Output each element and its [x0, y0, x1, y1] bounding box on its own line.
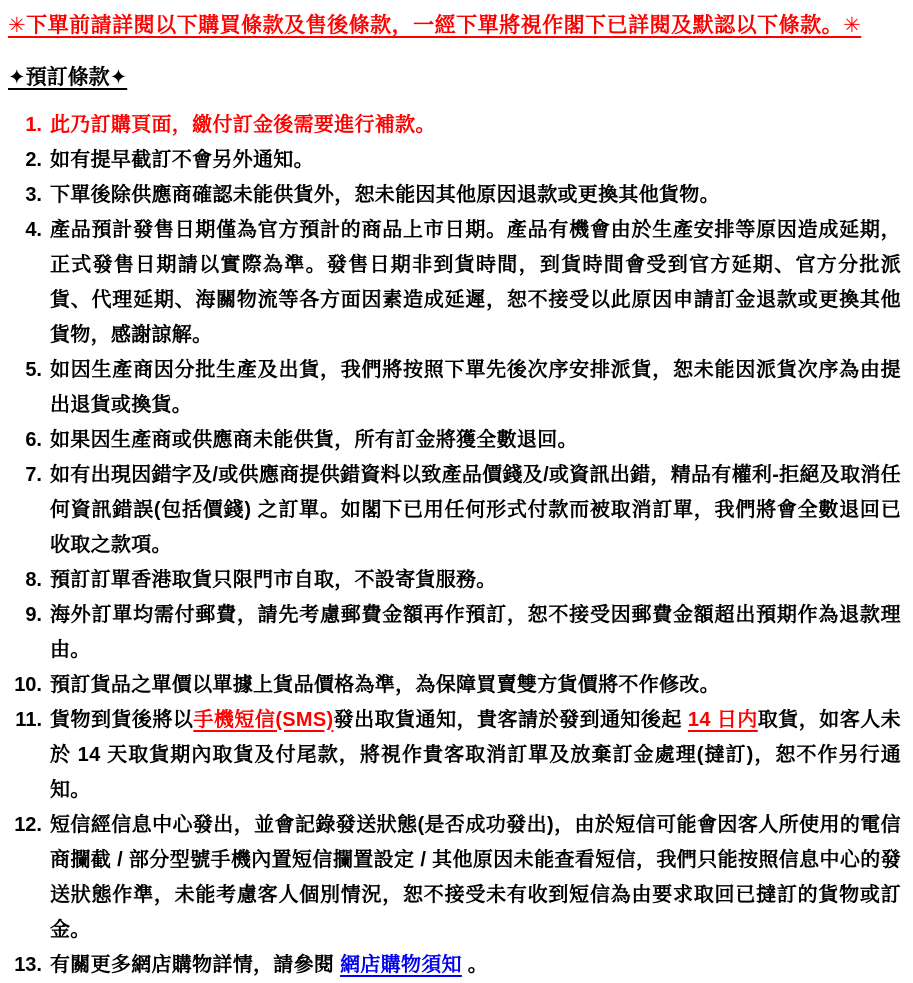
term-item — [8, 353, 901, 423]
term-number: 13. — [14, 953, 42, 976]
term-text — [50, 808, 901, 948]
term-text — [50, 108, 901, 143]
term-number: 2. — [25, 148, 42, 171]
term-item — [8, 563, 901, 598]
term-number: 10. — [14, 673, 42, 696]
term-text-segment: 預訂貨品之單價以單據上貨品價格為準，為保障買賣雙方貨價將不作修改。 — [50, 673, 720, 696]
term-number: 6. — [25, 428, 42, 451]
term-number: 12. — [14, 813, 42, 836]
term-item — [8, 808, 901, 948]
term-number: 5. — [25, 358, 42, 381]
term-number: 1. — [25, 113, 42, 136]
term-text-segment: 貨物到貨後將以 — [50, 708, 194, 731]
term-text-segment: 下單後除供應商確認未能供貨外，恕未能因其他原因退款或更換其他貨物。 — [50, 183, 720, 206]
term-item — [8, 598, 901, 668]
term-number: 8. — [25, 568, 42, 591]
term-number: 4. — [25, 218, 42, 241]
term-item — [8, 458, 901, 563]
term-text — [50, 423, 901, 458]
term-item — [8, 703, 901, 808]
term-text-segment: 如有出現因錯字及/或供應商提供錯資料以致產品價錢及/或資訊出錯，精品有權利-拒絕及取消任何資訊錯誤(包括價錢) 之訂單。如閣下已用任何形式付款而被取消訂單，我們將會全數退回已收取之款項。 — [50, 463, 901, 556]
term-text-segment: 14 日内 — [687, 708, 758, 731]
term-text — [50, 353, 901, 423]
term-number: 9. — [25, 603, 42, 626]
term-text-segment: 有關更多網店購物詳情，請參閱 — [50, 953, 341, 976]
term-text — [50, 178, 901, 213]
term-text — [50, 948, 901, 983]
term-text — [50, 668, 901, 703]
term-text-segment: 取貨，如客人未於 14 天取貨期內取貨及付尾款，將視作貴客取消訂單及放棄訂金處理(撻訂)，恕不作另行通知。 — [50, 708, 901, 801]
term-text-segment: 如果因生產商或供應商未能供貨，所有訂金將獲全數退回。 — [50, 428, 578, 451]
term-item — [8, 423, 901, 458]
term-text-segment: 如因生產商因分批生產及出貨，我們將按照下單先後次序安排派貨，恕未能因派貨次序為由提出退貨或換貨。 — [50, 358, 901, 416]
term-text — [50, 213, 901, 353]
terms-list — [8, 108, 901, 983]
term-text-segment: 海外訂單均需付郵費，請先考慮郵費金額再作預訂，恕不接受因郵費金額超出預期作為退款理由。 — [50, 603, 901, 661]
term-text-segment: 此乃訂購頁面，繳付訂金後需要進行補款。 — [50, 113, 436, 136]
term-number: 7. — [25, 463, 42, 486]
page-title: ✳下單前請詳閱以下購買條款及售後條款，一經下單將視作閣下已詳閱及默認以下條款。✳ — [8, 14, 862, 37]
term-item — [8, 668, 901, 703]
term-item — [8, 948, 901, 983]
term-text — [50, 598, 901, 668]
shop-guide-link[interactable]: 網店購物須知 — [340, 953, 462, 976]
section-heading: ✦預訂條款✦ — [8, 66, 128, 90]
term-item — [8, 213, 901, 353]
term-number: 3. — [25, 183, 42, 206]
term-text-segment: 如有提早截訂不會另外通知。 — [50, 148, 314, 171]
term-text — [50, 458, 901, 563]
term-text-segment: 手機短信(SMS) — [193, 708, 334, 731]
term-text-segment: 產品預計發售日期僅為官方預計的商品上市日期。產品有機會由於生產安排等原因造成延期，正式發售日期請以實際為準。發售日期非到貨時間，到貨時間會受到官方延期、官方分批派貨、代理延期、海關物流等各方面因素造成延遲，恕不接受以此原因申請訂金退款或更換其他貨物，感謝諒解。 — [50, 218, 901, 346]
term-number: 11. — [15, 708, 42, 731]
term-text-segment: 。 — [461, 953, 489, 976]
term-item — [8, 108, 901, 143]
term-item — [8, 143, 901, 178]
term-item — [8, 178, 901, 213]
term-text — [50, 563, 901, 598]
term-text-segment: 短信經信息中心發出，並會記錄發送狀態(是否成功發出)，由於短信可能會因客人所使用的電信商攔截 / 部分型號手機內置短信攔置設定 / 其他原因未能查看短信，我們只能按照信息中心的發送狀態作準，未能考慮客人個別情況，恕不接受未有收到短信為由要求取回已撻訂的貨物或訂金。 — [50, 813, 901, 941]
term-text-segment: 預訂訂單香港取貨只限門市自取，不設寄貨服務。 — [50, 568, 497, 591]
term-text — [50, 703, 901, 808]
term-text — [50, 143, 901, 178]
term-text-segment: 發出取貨通知，貴客請於發到通知後起 — [333, 708, 688, 731]
